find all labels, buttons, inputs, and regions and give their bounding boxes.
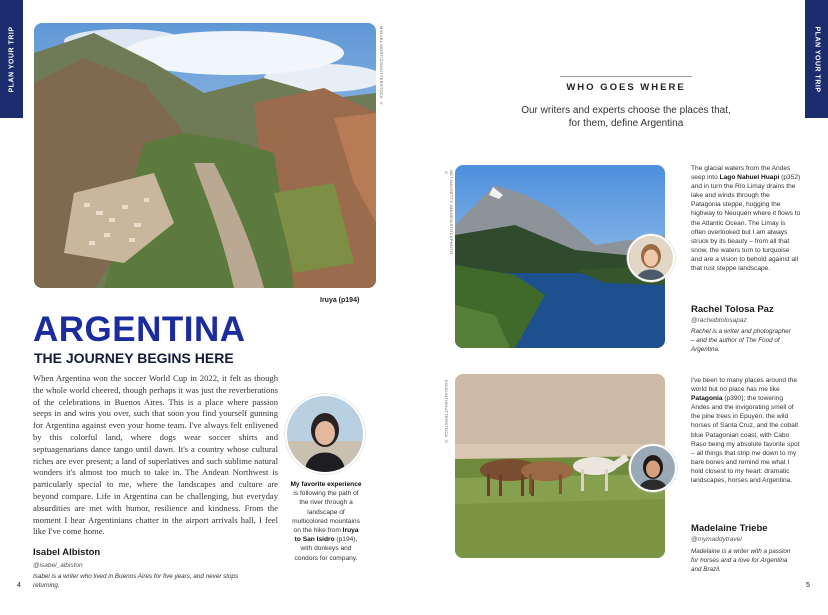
- contributor-1-text: The glacial waters from the Andes seep into Lago Nahuel Huapi (p352) and in turn the Río Limay drains the lake and winds through the Patagonia steppe, hugging the highway to Neuquén where it flows to the Atlantic Ocean. The Limay is often overlooked but I am always struck by its beauty – from all that snow, the waters turn to turquoise and are a vision to behold against all that rust steppe landscape.: [691, 165, 801, 273]
- contributor-2-credit: KIKOUNT/SHUTTERSTOCK ©: [444, 380, 449, 445]
- contributor-1-credit: NETJAK/GETTY IMAGES/STOCKPHOTO ©: [444, 170, 454, 255]
- section-heading: WHO GOES WHERE: [566, 82, 686, 93]
- contributor-1-bio: Rachel is a writer and photographer – and the author of The Food of Argentina.: [691, 328, 791, 353]
- heading-rule: [560, 76, 692, 77]
- page-number-right: 5: [806, 582, 810, 589]
- page-title: ARGENTINA: [33, 310, 246, 349]
- contributor-1-name: Rachel Tolosa Paz: [691, 304, 774, 315]
- page-subtitle: THE JOURNEY BEGINS HERE: [34, 350, 234, 366]
- hero-photo-credit: MIGUEL MORTIZ/SHUTTERSTOCK ©: [379, 26, 384, 106]
- contributor-2-avatar: [629, 444, 677, 492]
- section-subheading: Our writers and experts choose the places that, for them, define Argentina: [521, 105, 731, 129]
- author-avatar: [285, 394, 365, 474]
- contributor-2-handle: @mymaddytravel: [691, 536, 742, 543]
- author-bio: Isabel is a writer who lived in Buenos Aires for five years, and never stops returning.: [33, 573, 239, 589]
- contributor-1-avatar: [627, 234, 675, 282]
- contributor-1-handle: @rachelbtolosapaz: [691, 317, 747, 324]
- plan-your-trip-tab-right: PLAN YOUR TRIP: [805, 0, 828, 118]
- page-number-left: 4: [17, 582, 21, 589]
- favorite-experience: My favorite experience is following the path of the river through a landscape of multicolored mountains on the hike from Iruya to San Isidro (p194), with donkeys and condors for company.: [290, 481, 362, 562]
- plan-your-trip-tab-left: PLAN YOUR TRIP: [0, 0, 23, 118]
- author-handle: @isabel_albiston: [33, 562, 83, 569]
- intro-text: When Argentina won the soccer World Cup in 2022, it felt as though the whole world cheered, though perhaps it was just the reverberations of the celebrations in Buenos Aires. This is a place where passion seeps in and wins you over, such that soon you find yourself gunning for Argentina against even your home team. I've always felt enlivened by this colorful land, where dogs wear soccer shirts and septuagenarians dance tango until dawn. It's a country whose cultural riches are ever present; a land of superlatives and such sublime natural wonders it's almost too much to take in. The Andean Northwest is particularly special to me, where the landscapes and culture are beyond compare. Life in Argentina can be challenging, but everyday absurdities are met with humor, resilience and kindness. From the moment I hear Argentinians chatter in the airport arrivals hall, I feel like I've come home.: [33, 373, 278, 537]
- hero-caption: Iruya (p194): [320, 297, 360, 304]
- contributor-2-name: Madelaine Triebe: [691, 523, 768, 534]
- hero-photo-iruya: [34, 23, 376, 288]
- contributor-2-bio: Madelaine is a writer with a passion for horses and a love for Argentina and Brazil.: [691, 548, 791, 573]
- contributor-2-text: I've been to many places around the world but no place has me like Patagonia (p390); the towering Andes and the invigorating smell of the pine trees in Epuyén, the wild horses of Santa Cruz, and the cobalt blue Patagonian coast, with Cabo Raso being my absolute favorite spot – all things that strip me down to my bare bones and remind me what I hold closest to my heart: dramatic landscapes, horses and Argentina.: [691, 377, 800, 485]
- author-name: Isabel Albiston: [33, 547, 101, 558]
